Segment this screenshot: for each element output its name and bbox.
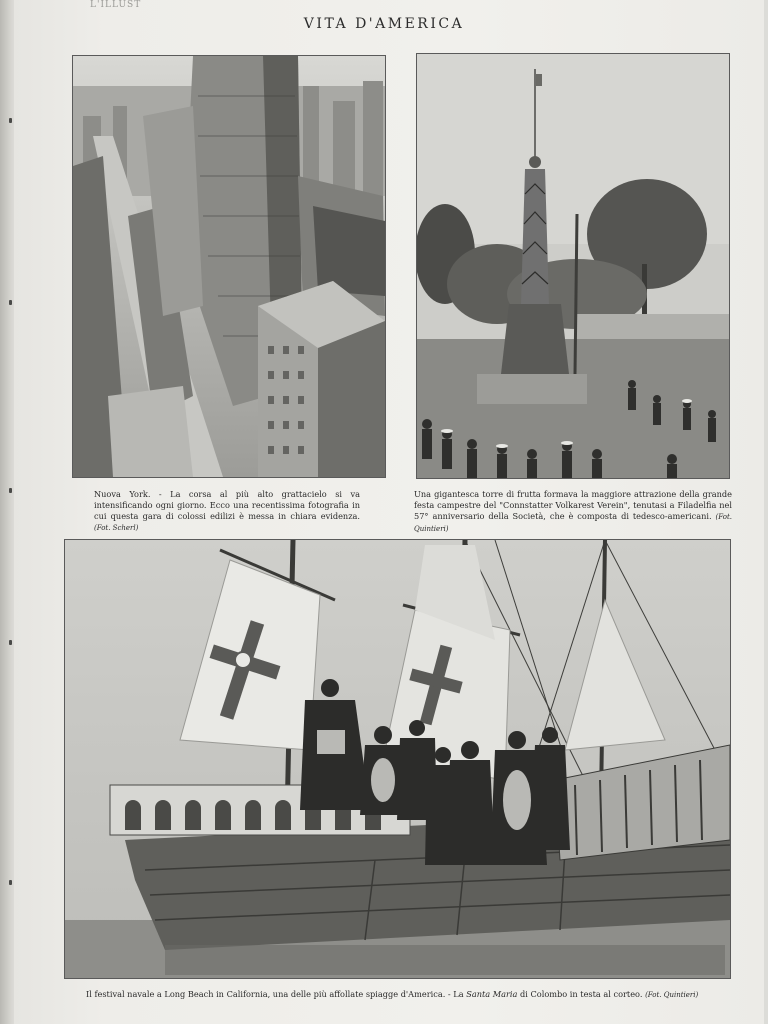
binding-stitch (9, 488, 12, 493)
new-york-caption (94, 489, 360, 534)
philadelphia-photo-credit: (Fot. Quintieri) (414, 513, 732, 533)
philadelphia-caption (414, 489, 732, 535)
binding-stitch (9, 880, 12, 885)
long-beach-caption-text-before: Il festival navale a Long Beach in California, una delle più affollate spiagge d'America. - La (86, 989, 464, 999)
binding-stitch (9, 118, 12, 123)
fruit-tower-festival-photo (416, 53, 730, 479)
santa-maria-ship-photo (64, 539, 731, 979)
ship-name: Santa Maria (466, 989, 518, 999)
page-title: VITA D'AMERICA (303, 16, 465, 32)
running-head: L'ILLUST (90, 0, 142, 10)
new-york-photo-credit: (Fot. Scherl) (94, 524, 139, 532)
new-york-caption-text: Nuova York. - La corsa al più alto grattacielo si va intensificando ogni giorno. Ecco una recentissima fotografia in cui questa gara di colossi edilizi è messa in chiara evidenza. (94, 489, 360, 521)
binding-stitch (9, 640, 12, 645)
long-beach-caption-text-after: di Colombo in testa al corteo. (520, 989, 643, 999)
long-beach-photo-credit: (Fot. Quintieri) (645, 991, 699, 999)
binding-stitch (9, 300, 12, 305)
philadelphia-caption-text: Una gigantesca torre di frutta formava la maggiore attrazione della grande festa campestre del "Connstatter Volkarest Verein", tenutasi a Filadelfia nel 57° anniversario della Società, che è composta di tedesco-americani. (414, 489, 732, 521)
long-beach-caption (86, 989, 736, 999)
new-york-skyscrapers-photo (72, 55, 386, 478)
